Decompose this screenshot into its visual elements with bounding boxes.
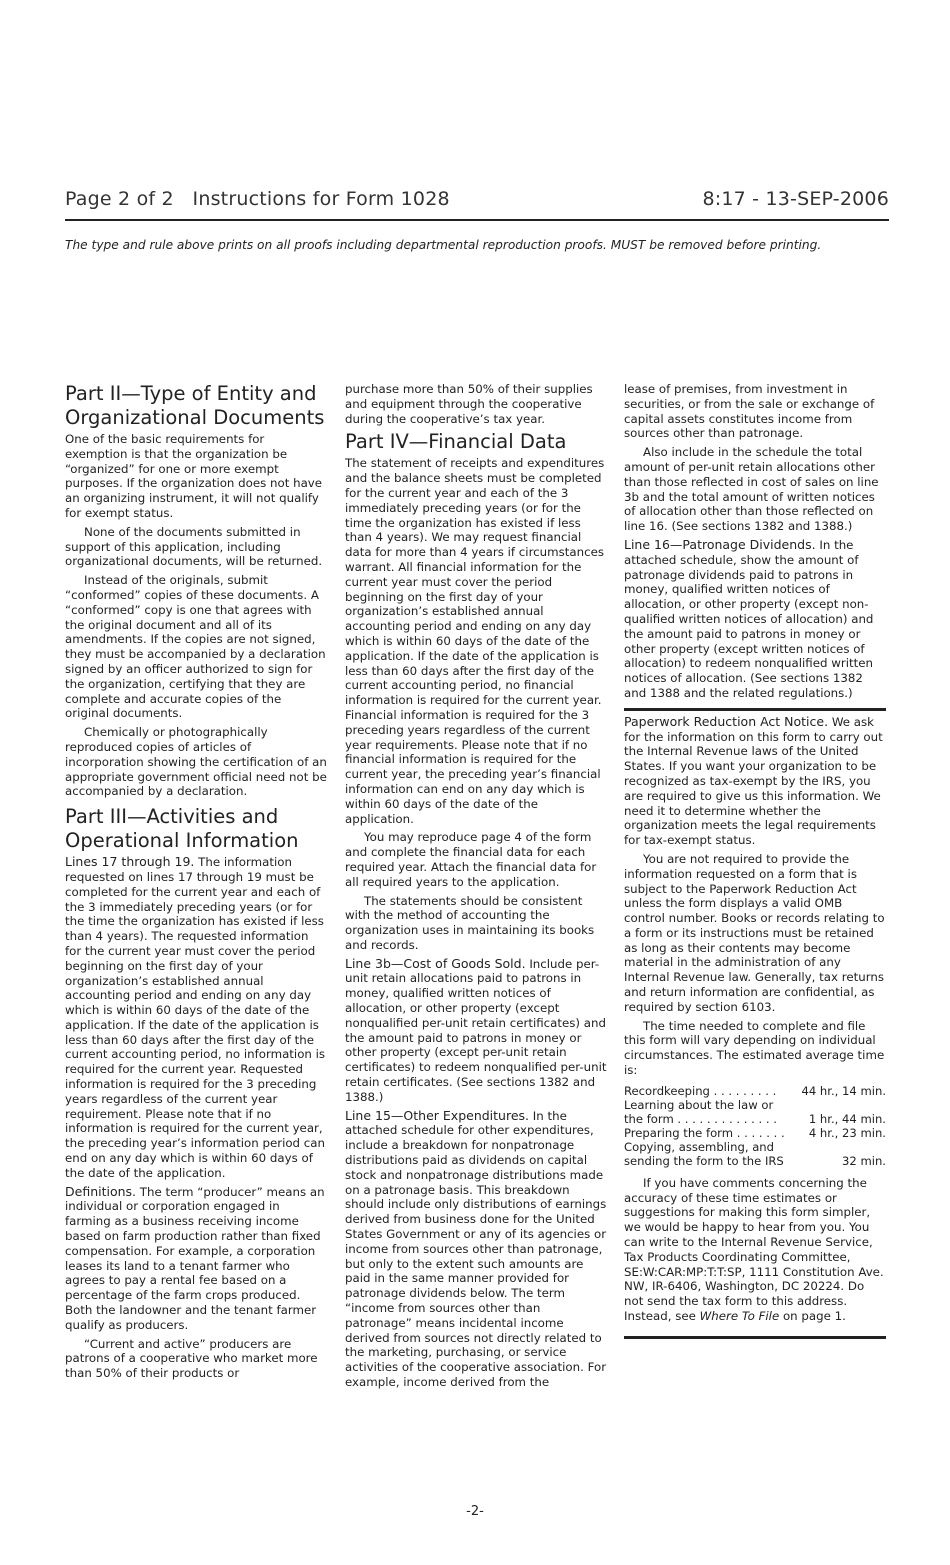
paragraph: purchase more than 50% of their supplies and equipment through the cooperative during the cooperative’s tax year. (345, 382, 593, 426)
run-in-heading: Definitions. (65, 1183, 137, 1199)
line-16-paragraph (624, 538, 886, 701)
estimate-label: Copying, assembling, and (624, 1139, 775, 1154)
run-in-heading: Line 15—Other Expenditures. (345, 1107, 530, 1123)
line-15-paragraph (345, 1109, 607, 1390)
part3-heading: Part III—Activities and Operational Information (65, 805, 299, 853)
run-in-heading: Line 16—Patronage Dividends. (624, 536, 816, 552)
estimate-row (624, 1098, 886, 1112)
print-timestamp: 8:17 - 13-SEP-2006 (702, 188, 889, 210)
paperwork-reduction-paragraph (624, 715, 886, 848)
estimate-row (624, 1112, 886, 1126)
proof-note: The type and rule above prints on all proofs including departmental reproduction proofs. MUST be removed before printing. (65, 238, 822, 252)
paragraph: None of the documents submitted in support of this application, including organizational documents, will be returned. (65, 524, 323, 569)
header-rule (65, 219, 889, 221)
paragraph: You are not required to provide the information requested on a form that is subject to the Paperwork Reduction Act unless the form displays a valid OMB control number. Books or records relating to a form or its instructions must be retained as long as their contents may become material in the administration of any Internal Revenue law. Generally, tax returns and return information are confidential, as required by section 6103. (624, 851, 885, 1014)
paragraph: “Current and active” producers are patrons of a cooperative who market more than 50% of their products or (65, 1336, 318, 1381)
column-1 (65, 382, 327, 1385)
paragraph-text: on page 1. (779, 1309, 846, 1324)
page-number: -2- (466, 1504, 484, 1519)
paragraph-text: If you have comments concerning the accuracy of these time estimates or suggestions for making this form simpler, we would be happy to hear from you. You can write to the Internal Revenue Service, Tax Products Coordinating Committee, SE:W:CAR:MP:T:T:SP, 1111 Constitution Ave. NW, IR-6406, Washington, DC 20224. Do not send the tax form to this address. Instead, see (624, 1175, 884, 1324)
line-3b-paragraph (345, 957, 607, 1105)
part2-heading: Part II—Type of Entity and Organizational Documents (65, 382, 325, 429)
paragraph-text: The information requested on lines 17 through 19 must be completed for the current year and each of the 3 immediately preceding years (or for the time the organization has existed if less than 4 years). The requested information for the current year must cover the period beginning on the first day of your organization’s established annual accounting period and ending on any day which is within 60 days of the date of the application. If the date of the application is less than 60 days after the first day of the current accounting period, no information is required for the current year. Requested information is required for the 3 preceding years regardless of the current year requirement. Please note that if no information is required for the current year, the preceding year’s information period can end on any day which is within 60 days of the date of the application. (65, 855, 326, 1180)
estimate-label: the form . . . . . . . . . . . . . . (624, 1111, 777, 1126)
paragraph-text: Include per-unit retain allocations paid to patrons in money, qualified written notices of allocation, or other property (except nonqualified per-unit retain certificates) and the amount paid to patrons in money or other property (except per-unit retain certificates) to redeem nonqualified per-unit retain certificates. (See sections 1382 and 1388.) (345, 956, 607, 1104)
page-label: Page 2 of 2 (65, 188, 174, 210)
paragraph-text: In the attached schedule, show the amount of patronage dividends paid to patrons in money, qualified written notices of allocation, or other property (except non-qualified written notices of allocation) and the amount paid to patrons in money or other property (except written notices of allocation) to redeem nonqualified written notices of allocation. (See sections 1382 and 1388 and the related regulations.) (624, 537, 874, 700)
page-header-left (65, 188, 450, 210)
comments-paragraph (624, 1176, 886, 1324)
paragraph-text: We ask for the information on this form to carry out the Internal Revenue laws of the United States. If you want your organization to be recognized as tax-exempt by the IRS, you are required to give us this information. We need it to determine whether the organization meets the legal requirements for tax-exempt status. (624, 714, 883, 848)
time-estimate-table (624, 1084, 886, 1168)
paragraph-text: The term “producer” means an individual or corporation engaged in farming as a business receiving income based on farm production rather than fixed compensation. For example, a corporation leases its land to a tenant farmer who agrees to pay a rental fee based on a percentage of the farm crops produced. Both the landowner and the tenant farmer qualify as producers. (65, 1184, 325, 1332)
estimate-label: sending the form to the IRS (624, 1153, 784, 1168)
estimate-label: Preparing the form . . . . . . . (624, 1125, 785, 1140)
section-rule (624, 708, 886, 711)
estimate-label: Recordkeeping . . . . . . . . . (624, 1083, 777, 1098)
estimate-row (624, 1154, 886, 1168)
estimate-value: 44 hr., 14 min. (801, 1083, 886, 1098)
run-in-heading: Line 3b—Cost of Goods Sold. (345, 955, 526, 971)
paragraph: Instead of the originals, submit “conformed” copies of these documents. A “conformed” copy is one that agrees with the original document and all of its amendments. If the copies are not signed, they must be accompanied by a declaration signed by an officer authorized to sign for the organization, certifying that they are complete and accurate copies of the original documents. (65, 573, 326, 721)
estimate-label: Learning about the law or (624, 1097, 774, 1112)
column-2 (345, 382, 607, 1394)
estimate-row (624, 1126, 886, 1140)
paragraph: Also include in the schedule the total amount of per-unit retain allocations other than those reflected in cost of sales on line 3b and the total amount of written notices of allocation other than those reflected on line 16. (See sections 1382 and 1388.) (624, 445, 879, 534)
column-3 (624, 382, 886, 1343)
run-in-heading: Lines 17 through 19. (65, 854, 195, 870)
estimate-row (624, 1140, 886, 1154)
estimate-value: 32 min. (842, 1153, 886, 1168)
estimate-value: 1 hr., 44 min. (808, 1111, 886, 1126)
lines-17-19-paragraph (65, 855, 327, 1181)
estimate-row (624, 1084, 886, 1098)
paragraph-text: In the attached schedule for other expenditures, include a breakdown for nonpatronage distributions paid as dividends on capital stock and nonpatronage distributions made on a patronage basis. This breakdown should include only distributions of earnings derived from business done for the United States Government or any of its agencies or income from sources other than patronage, but only to the extent such amounts are paid in the same manner provided for patronage dividends below. The term “income from sources other than patronage” means incidental income derived from sources not directly related to the marketing, purchasing, or service activities of the cooperative association. For example, income derived from the (345, 1108, 607, 1389)
paragraph: One of the basic requirements for exemption is that the organization be “organized” for one or more exempt purposes. If the organization does not have an organizing instrument, it will not qualify for exempt status. (65, 432, 323, 520)
end-rule (624, 1336, 886, 1339)
paragraph: The statements should be consistent with the method of accounting the organization uses in maintaining its books and records. (345, 893, 595, 952)
part4-heading: Part IV—Financial Data (345, 430, 567, 454)
paragraph: Chemically or photographically reproduced copies of articles of incorporation showing the certification of an appropriate government official need not be accompanied by a declaration. (65, 725, 327, 799)
where-to-file-ref: Where To File (699, 1309, 780, 1324)
estimate-value: 4 hr., 23 min. (808, 1125, 886, 1140)
estimate-value (796, 1098, 886, 1112)
run-in-heading: Paperwork Reduction Act Notice. (624, 713, 829, 729)
document-title: Instructions for Form 1028 (192, 188, 450, 210)
definitions-paragraph (65, 1185, 327, 1333)
paragraph: You may reproduce page 4 of the form and complete the financial data for each required year. Attach the financial data for all required years to the application. (345, 830, 597, 889)
paragraph: The statement of receipts and expenditures and the balance sheets must be completed for the current year and each of the 3 immediately preceding years (or for the time the organization has existed if less than 4 years). We may request financial data for more than 4 years if circumstances warrant. All financial information for the current year must cover the period beginning on the first day of your organization’s established annual accounting period and ending on any day which is within 60 days of the date of the application. If the date of the application is less than 60 days after the first day of the current accounting period, no financial information is required for the current year. Financial information is required for the 3 preceding years regardless of the current year requirements. Please note that if no financial information is required for the current year, the preceding year’s financial information can end on any day which is within 60 days of the date of the application. (345, 456, 605, 826)
paragraph: lease of premises, from investment in securities, or from the sale or exchange of capital assets constitutes income from sources other than patronage. (624, 382, 875, 441)
estimate-value (796, 1140, 886, 1154)
paragraph: The time needed to complete and file this form will vary depending on individual circumstances. The estimated average time is: (624, 1018, 885, 1078)
